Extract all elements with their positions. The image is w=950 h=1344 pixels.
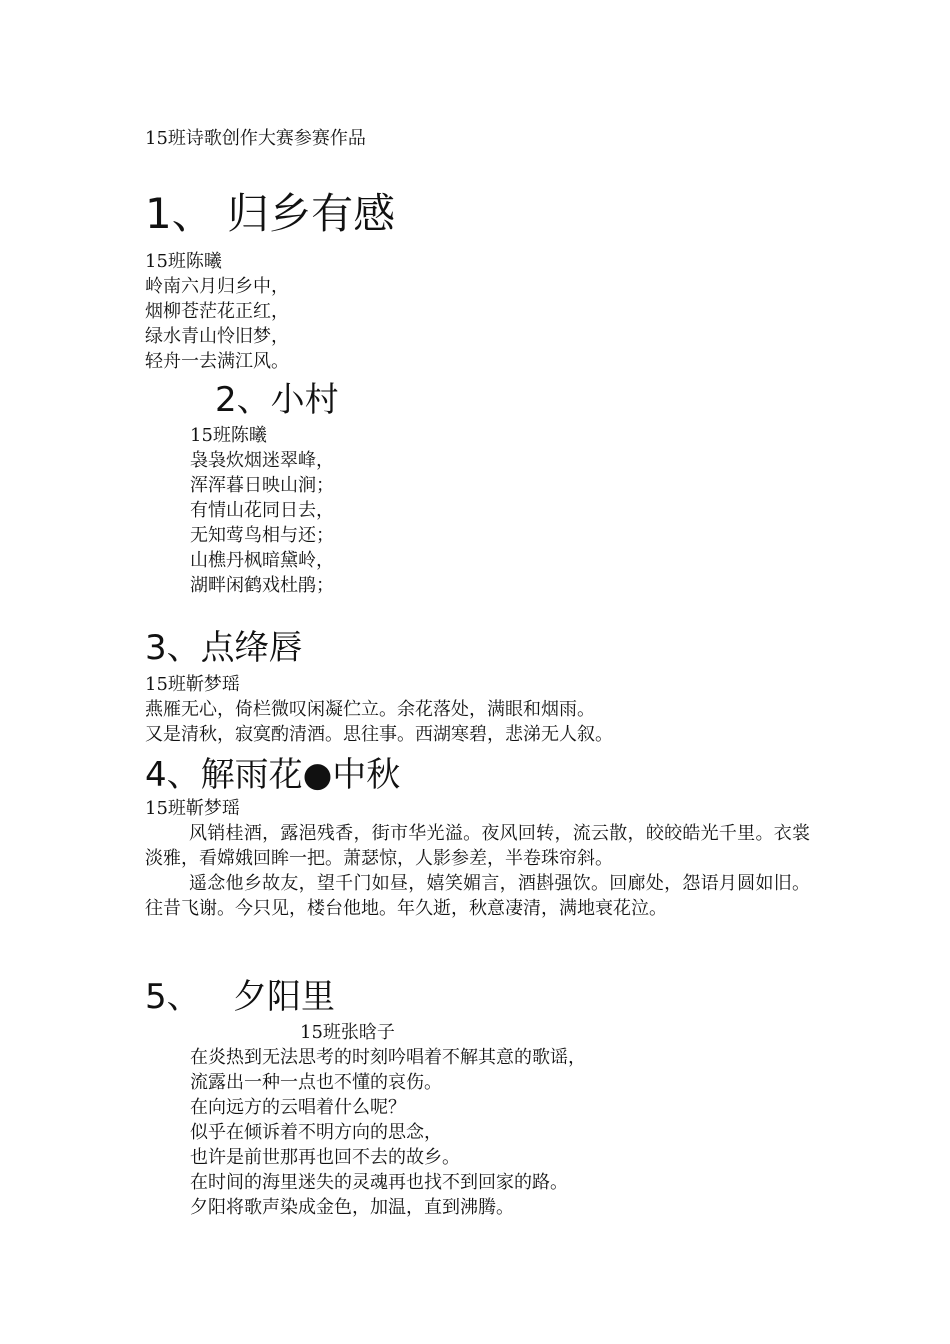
poem-1-title: 1、 归乡有感 (145, 189, 396, 238)
poem-5-line: 在向远方的云唱着什么呢？ (190, 1097, 406, 1118)
poem-2-body (190, 423, 334, 598)
poem-3-title: 3、点绛唇 (145, 628, 303, 668)
poem-1-line: 烟柳苍茫花正红， (145, 301, 289, 322)
poem-5-author: 15班张晗子 (300, 1022, 395, 1043)
poem-1-line: 轻舟一去满江风。 (145, 351, 289, 372)
poem-5-line: 在炎热到无法思考的时刻吟唱着不解其意的歌谣， (190, 1047, 586, 1068)
poem-5-line: 在时间的海里迷失的灵魂再也找不到回家的路。 (190, 1172, 568, 1193)
poem-3-body (145, 672, 613, 747)
poem-1-line: 绿水青山怜旧梦， (145, 326, 289, 347)
poem-4-paragraph: 风销桂酒，露浥残香，街市华光溢。夜风回转，流云散，皎皎皓光千里。衣裳淡雅，看嫦娥回眸一把。萧瑟惊，人影参差，半卷珠帘斜。 (145, 823, 810, 869)
poem-1-author: 15班陈曦 (145, 251, 222, 272)
poem-1-body (145, 249, 289, 374)
poem-5-body (190, 1045, 586, 1220)
poem-2-line: 袅袅炊烟迷翠峰， (190, 450, 334, 471)
poem-4-paragraph: 遥念他乡故友，望千门如昼，嬉笑媚言，酒斟强饮。回廊处，怨语月圆如旧。往昔飞谢。今只见，楼台他地。年久逝，秋意凄清，满地衰花泣。 (145, 873, 810, 919)
poem-3-line: 又是清秋，寂寞酌清酒。思往事。西湖寒碧，悲涕无人叙。 (145, 724, 613, 745)
poem-4-title: 4、解雨花●中秋 (145, 755, 401, 795)
poem-2-title: 2、小村 (215, 380, 339, 420)
poem-2-line: 有情山花同日去， (190, 500, 334, 521)
poem-5-line: 似乎在倾诉着不明方向的思念， (190, 1122, 442, 1143)
document-header: 15班诗歌创作大赛参赛作品 (145, 128, 366, 149)
poem-3-author: 15班靳梦瑶 (145, 674, 240, 695)
poem-2-line: 湖畔闲鹤戏杜鹃； (190, 575, 334, 596)
poem-2-author: 15班陈曦 (190, 425, 267, 446)
poem-4-author: 15班靳梦瑶 (145, 798, 240, 819)
poem-1-line: 岭南六月归乡中， (145, 276, 289, 297)
poem-3-line: 燕雁无心，倚栏微叹闲凝伫立。余花落处，满眼和烟雨。 (145, 699, 595, 720)
poem-5-line: 夕阳将歌声染成金色，加温，直到沸腾。 (190, 1197, 514, 1218)
poem-5-line: 流露出一种一点也不懂的哀伤。 (190, 1072, 442, 1093)
poem-5-title: 5、 夕阳里 (145, 977, 336, 1017)
poem-2-line: 浑浑暮日映山涧； (190, 475, 334, 496)
poem-2-line: 无知莺鸟相与还； (190, 525, 334, 546)
poem-5-line: 也许是前世那再也回不去的故乡。 (190, 1147, 460, 1168)
poem-2-line: 山樵丹枫暗黛岭， (190, 550, 334, 571)
